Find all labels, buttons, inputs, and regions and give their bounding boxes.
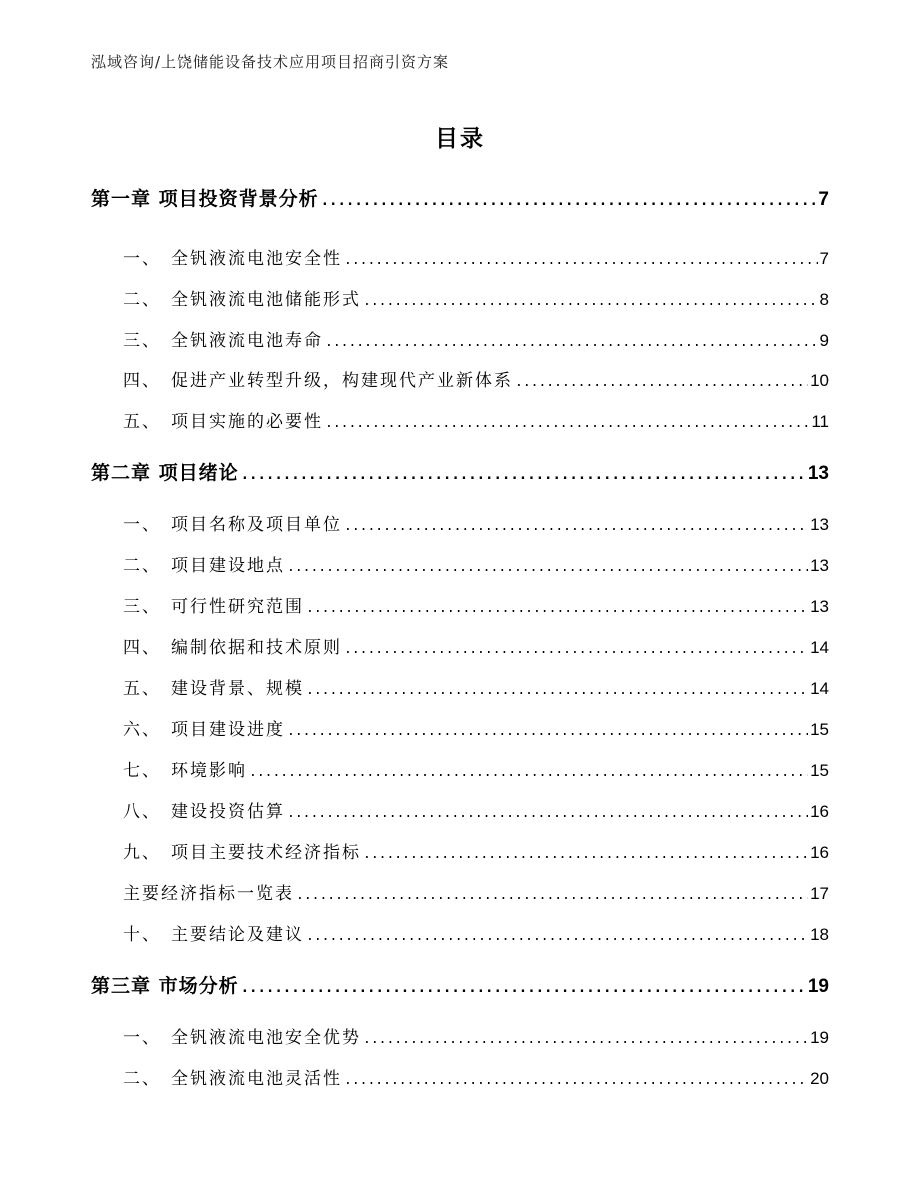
toc-page-number: 15 [810,761,829,780]
toc-entry-text: 全钒液流电池寿命 [171,331,323,351]
toc-page-number: 20 [810,1069,829,1088]
toc-entry-text: 建设背景、规模 [171,679,304,699]
toc-dot-leader [287,806,808,821]
toc-dot-leader [306,929,808,944]
toc-dot-leader [325,335,818,350]
toc-entry-number: 一、 [123,1028,161,1048]
toc-section-entry[interactable] [91,366,829,391]
toc-entry-label [91,184,319,211]
toc-entry-label [91,1023,361,1048]
toc-entry-number: 四、 [123,371,161,391]
toc-section-entry[interactable] [91,326,829,351]
toc-dot-leader [325,416,809,431]
toc-page-number: 15 [810,720,829,739]
toc-entry-text: 建设投资估算 [171,802,285,822]
toc-entry-label [91,715,285,740]
toc-section-entry[interactable] [91,756,829,781]
toc-entry-label [91,407,323,432]
toc-entry-label [91,285,361,310]
toc-chapter-entry[interactable] [91,184,829,211]
toc-entry-number: 三、 [123,331,161,351]
toc-section-entry[interactable] [91,838,829,863]
toc-page-number: 10 [810,371,829,390]
toc-section-entry[interactable] [91,879,829,904]
toc-entry-number: 八、 [123,802,161,822]
toc-entry-text: 第一章 项目投资背景分析 [91,188,319,210]
toc-section-entry[interactable] [91,244,829,269]
toc-entry-text: 全钒液流电池储能形式 [171,290,361,310]
toc-entry-label [91,674,304,699]
toc-entry-text: 促进产业转型升级，构建现代产业新体系 [171,371,513,391]
toc-entry-text: 主要结论及建议 [171,925,304,945]
toc-section-entry[interactable] [91,1064,829,1089]
toc-entry-label [91,1064,342,1089]
toc-section-entry[interactable] [91,715,829,740]
toc-chapter-entry[interactable] [91,458,829,485]
toc-entry-label [91,633,342,658]
toc-dot-leader [344,642,808,657]
toc-section-entry[interactable] [91,285,829,310]
toc-entry-text: 项目建设进度 [171,720,285,740]
toc-entry-text: 可行性研究范围 [171,597,304,617]
toc-page-number: 16 [810,843,829,862]
toc-entry-label [91,592,304,617]
toc-entry-number: 五、 [123,679,161,699]
toc-page-number: 16 [810,802,829,821]
toc-page-number: 11 [811,412,829,431]
toc-entry-label [91,510,342,535]
toc-section-entry[interactable] [91,674,829,699]
toc-dot-leader [363,847,808,862]
toc-section-entry[interactable] [91,510,829,535]
toc-page-number: 13 [810,597,829,616]
toc-dot-leader [306,601,808,616]
toc-dot-leader [344,519,808,534]
toc-entry-label [91,756,247,781]
toc-entry-label [91,326,323,351]
toc-entry-label [91,920,304,945]
toc-entry-number: 五、 [123,412,161,432]
toc-dot-leader [241,980,806,996]
toc-page-number: 14 [810,638,829,657]
toc-page-number: 7 [819,249,829,268]
toc-section-entry[interactable] [91,797,829,822]
toc-page-number: 19 [807,976,829,997]
toc-section-entry[interactable] [91,920,829,945]
toc-page-number: 17 [810,884,829,903]
toc-dot-leader [306,683,808,698]
toc-entry-text: 环境影响 [171,761,247,781]
toc-entry-label [91,879,294,904]
toc-entry-label [91,458,239,485]
toc-title: 目录 [435,126,485,152]
toc-page-number: 13 [810,556,829,575]
toc-entry-label [91,838,361,863]
toc-entry-number: 一、 [123,249,161,269]
toc-entry-number: 十、 [123,925,161,945]
toc-entry-number: 四、 [123,638,161,658]
page-header: 泓域咨询/上饶储能设备技术应用项目招商引资方案 [91,53,450,71]
toc-page-number: 14 [810,679,829,698]
toc-dot-leader [515,375,808,390]
toc-dot-leader [287,724,808,739]
toc-entry-text: 全钒液流电池灵活性 [171,1069,342,1089]
toc-page-number: 8 [819,290,829,309]
toc-entry-text: 全钒液流电池安全优势 [171,1028,361,1048]
toc-entry-label [91,244,342,269]
toc-entry-number: 七、 [123,761,161,781]
toc-section-entry[interactable] [91,592,829,617]
toc-dot-leader [344,1073,808,1088]
toc-entry-label [91,797,285,822]
toc-section-entry[interactable] [91,551,829,576]
toc-section-entry[interactable] [91,633,829,658]
toc-dot-leader [287,560,808,575]
toc-page-number: 13 [807,463,829,484]
toc-entry-text: 第二章 项目绪论 [91,462,239,484]
toc-entry-text: 项目主要技术经济指标 [171,843,361,863]
toc-entry-label [91,971,239,998]
toc-entry-text: 全钒液流电池安全性 [171,249,342,269]
toc-entry-number: 二、 [123,290,161,310]
toc-entry-text: 项目建设地点 [171,556,285,576]
toc-entry-text: 主要经济指标一览表 [123,884,294,904]
toc-dot-leader [296,888,808,903]
toc-entry-text: 第三章 市场分析 [91,975,239,997]
toc-page-number: 19 [810,1028,829,1047]
toc-page-number: 13 [810,515,829,534]
toc-section-entry[interactable] [91,1023,829,1048]
toc-section-entry[interactable] [91,407,829,432]
toc-dot-leader [249,765,808,780]
toc-entry-text: 编制依据和技术原则 [171,638,342,658]
toc-dot-leader [321,193,817,209]
toc-entry-number: 一、 [123,515,161,535]
toc-entry-number: 二、 [123,556,161,576]
toc-chapter-entry[interactable] [91,971,829,998]
toc-dot-leader [363,1032,808,1047]
toc-entry-number: 九、 [123,843,161,863]
toc-entry-number: 三、 [123,597,161,617]
toc-dot-leader [363,294,818,309]
toc-page-number: 7 [818,189,829,210]
toc-dot-leader [241,467,806,483]
toc-entry-text: 项目名称及项目单位 [171,515,342,535]
toc-entry-text: 项目实施的必要性 [171,412,323,432]
toc-dot-leader [344,253,818,268]
toc-entry-number: 二、 [123,1069,161,1089]
toc-page-number: 9 [819,331,829,350]
toc-entry-number: 六、 [123,720,161,740]
toc-page-number: 18 [810,925,829,944]
toc-entry-label [91,366,513,391]
toc-entry-label [91,551,285,576]
